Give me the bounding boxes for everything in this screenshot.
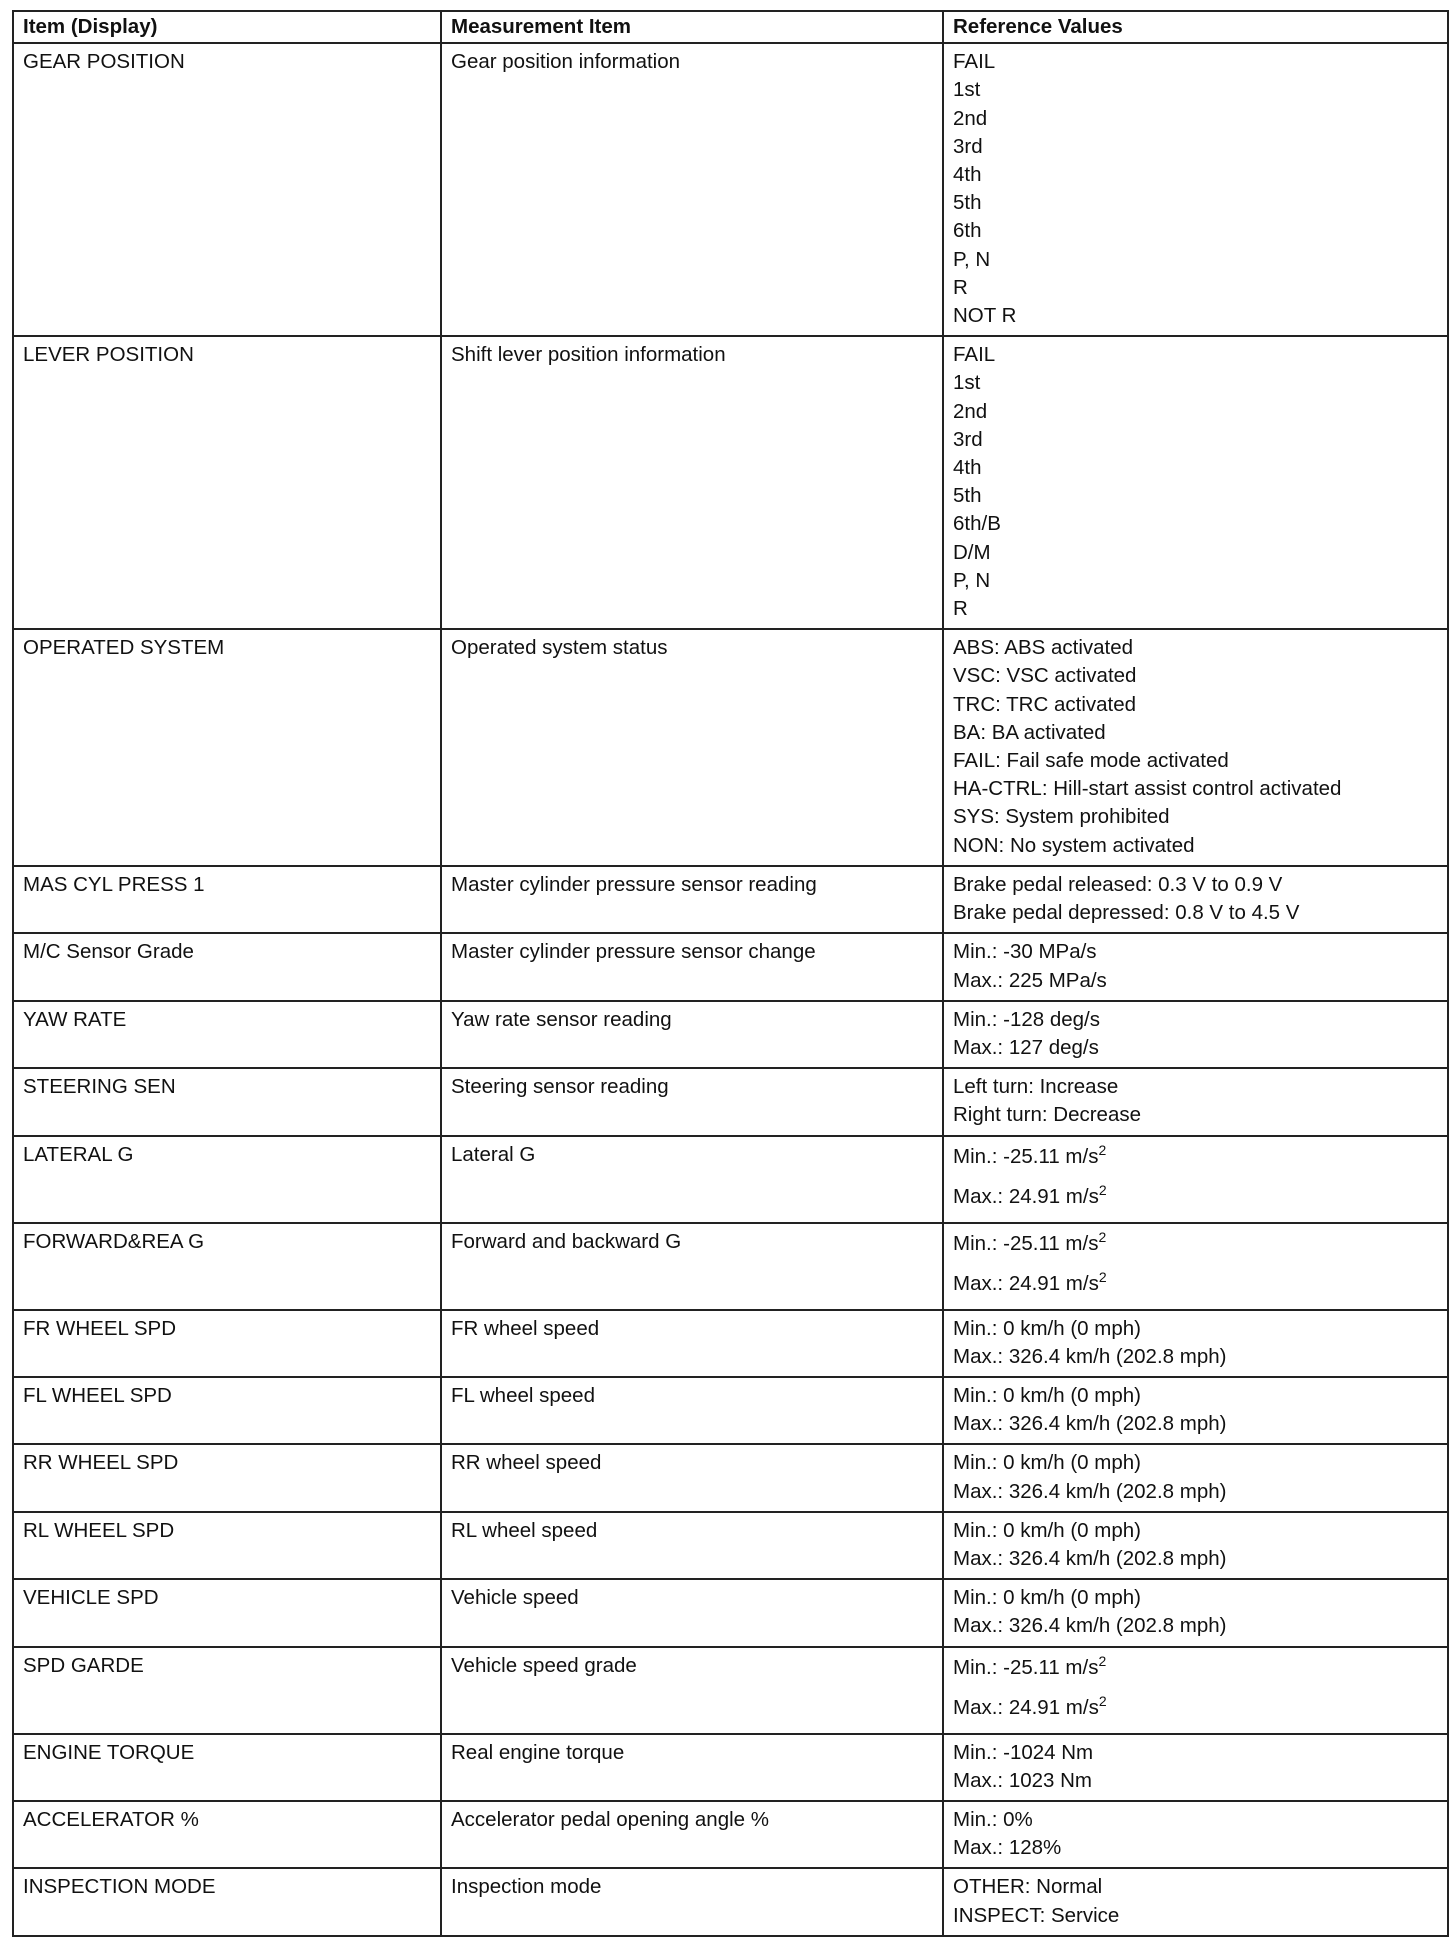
table-row <box>13 1647 1448 1734</box>
cell-reference-values <box>943 336 1448 629</box>
table-row <box>13 866 1448 933</box>
table-row <box>13 1136 1448 1223</box>
reference-value-text: 3rd <box>953 134 983 158</box>
reference-value-text: 6th/B <box>953 512 1001 536</box>
reference-value-text: FAIL <box>953 343 996 367</box>
reference-value-line <box>953 803 1438 831</box>
table-row <box>13 1868 1448 1935</box>
reference-value-line <box>953 1382 1438 1410</box>
cell-item-display: SPD GARDE <box>13 1647 441 1734</box>
cell-reference-values <box>943 1512 1448 1579</box>
cell-item-display: ACCELERATOR % <box>13 1801 441 1868</box>
cell-measurement-item: RR wheel speed <box>441 1444 943 1511</box>
reference-value-line <box>953 454 1438 482</box>
table-row <box>13 1579 1448 1646</box>
reference-value-line <box>953 133 1438 161</box>
reference-value-line <box>953 662 1438 690</box>
cell-item-display: INSPECTION MODE <box>13 1868 441 1935</box>
cell-reference-values <box>943 1579 1448 1646</box>
reference-value-text: Min.: 0 km/h (0 mph) <box>953 1316 1141 1340</box>
cell-reference-values <box>943 1377 1448 1444</box>
cell-measurement-item: Yaw rate sensor reading <box>441 1001 943 1068</box>
cell-reference-values <box>943 1310 1448 1377</box>
reference-value-line <box>953 1873 1438 1901</box>
table-body <box>13 43 1448 1936</box>
reference-value-line <box>953 1006 1438 1034</box>
cell-item-display: FR WHEEL SPD <box>13 1310 441 1377</box>
reference-value-line <box>953 539 1438 567</box>
reference-value-text: Max.: 127 deg/s <box>953 1035 1099 1059</box>
reference-value-text: NON: No system activated <box>953 833 1195 857</box>
reference-value-text: Max.: 24.91 m/s <box>953 1184 1099 1208</box>
table-row <box>13 629 1448 866</box>
table-row <box>13 1310 1448 1377</box>
reference-value-line <box>953 1688 1438 1728</box>
reference-value-line <box>953 48 1438 76</box>
cell-measurement-item: Steering sensor reading <box>441 1068 943 1135</box>
cell-item-display: M/C Sensor Grade <box>13 933 441 1000</box>
reference-value-text: 3rd <box>953 427 983 451</box>
cell-item-display: MAS CYL PRESS 1 <box>13 866 441 933</box>
reference-value-line <box>953 189 1438 217</box>
reference-value-line <box>953 1073 1438 1101</box>
cell-reference-values <box>943 1734 1448 1801</box>
cell-reference-values <box>943 1068 1448 1135</box>
reference-value-text: Brake pedal released: 0.3 V to 0.9 V <box>953 872 1283 896</box>
reference-value-text: VSC: VSC activated <box>953 664 1137 688</box>
reference-value-line <box>953 1101 1438 1129</box>
reference-value-text: 2nd <box>953 399 988 423</box>
unit-superscript: 2 <box>1098 1228 1107 1245</box>
reference-value-line <box>953 274 1438 302</box>
reference-value-line <box>953 1449 1438 1477</box>
cell-measurement-item: RL wheel speed <box>441 1512 943 1579</box>
reference-value-line <box>953 595 1438 623</box>
reference-value-line <box>953 1739 1438 1767</box>
reference-value-line <box>953 832 1438 860</box>
reference-value-text: Max.: 1023 Nm <box>953 1768 1092 1792</box>
reference-value-text: Max.: 225 MPa/s <box>953 968 1107 992</box>
reference-value-text: 4th <box>953 456 982 480</box>
cell-item-display: GEAR POSITION <box>13 43 441 336</box>
reference-value-line <box>953 967 1438 995</box>
reference-value-text: Min.: 0 km/h (0 mph) <box>953 1518 1141 1542</box>
reference-value-line <box>953 1612 1438 1640</box>
reference-value-line <box>953 76 1438 104</box>
reference-value-line <box>953 1517 1438 1545</box>
cell-measurement-item: Master cylinder pressure sensor change <box>441 933 943 1000</box>
reference-value-text: Max.: 326.4 km/h (202.8 mph) <box>953 1479 1227 1503</box>
reference-value-text: Min.: -25.11 m/s <box>953 1655 1099 1679</box>
table-row <box>13 336 1448 629</box>
table-row <box>13 1734 1448 1801</box>
cell-measurement-item: Shift lever position information <box>441 336 943 629</box>
reference-value-text: Max.: 128% <box>953 1836 1062 1860</box>
table-row <box>13 1377 1448 1444</box>
cell-item-display: ENGINE TORQUE <box>13 1734 441 1801</box>
cell-reference-values <box>943 1001 1448 1068</box>
reference-value-line <box>953 1137 1438 1177</box>
reference-value-line <box>953 161 1438 189</box>
reference-value-text: Max.: 326.4 km/h (202.8 mph) <box>953 1412 1227 1436</box>
cell-reference-values <box>943 1801 1448 1868</box>
unit-superscript: 2 <box>1098 1268 1107 1285</box>
cell-reference-values <box>943 1647 1448 1734</box>
cell-item-display: FORWARD&REA G <box>13 1223 441 1310</box>
reference-value-line <box>953 369 1438 397</box>
reference-value-line <box>953 1648 1438 1688</box>
reference-value-text: R <box>953 597 968 621</box>
reference-value-line <box>953 1478 1438 1506</box>
reference-value-line <box>953 246 1438 274</box>
reference-value-line <box>953 426 1438 454</box>
reference-value-text: Min.: -25.11 m/s <box>953 1231 1099 1255</box>
reference-value-line <box>953 1410 1438 1438</box>
cell-reference-values <box>943 1868 1448 1935</box>
reference-value-line <box>953 1545 1438 1573</box>
unit-superscript: 2 <box>1098 1141 1107 1158</box>
reference-value-line <box>953 899 1438 927</box>
reference-value-text: P, N <box>953 247 991 271</box>
reference-value-text: BA: BA activated <box>953 720 1106 744</box>
cell-item-display: OPERATED SYSTEM <box>13 629 441 866</box>
cell-item-display: LEVER POSITION <box>13 336 441 629</box>
reference-value-text: 2nd <box>953 106 988 130</box>
cell-measurement-item: Inspection mode <box>441 1868 943 1935</box>
cell-reference-values <box>943 933 1448 1000</box>
reference-value-line <box>953 341 1438 369</box>
reference-value-line <box>953 1806 1438 1834</box>
reference-value-text: Max.: 24.91 m/s <box>953 1271 1099 1295</box>
reference-value-text: Min.: 0 km/h (0 mph) <box>953 1586 1141 1610</box>
reference-value-line <box>953 747 1438 775</box>
reference-value-text: NOT R <box>953 304 1017 328</box>
cell-reference-values <box>943 629 1448 866</box>
reference-value-text: Min.: -30 MPa/s <box>953 940 1097 964</box>
header-reference-values: Reference Values <box>943 11 1448 43</box>
reference-value-text: Min.: -128 deg/s <box>953 1007 1100 1031</box>
cell-measurement-item: Operated system status <box>441 629 943 866</box>
table-row <box>13 1512 1448 1579</box>
reference-value-line <box>953 510 1438 538</box>
reference-value-text: R <box>953 275 968 299</box>
reference-value-text: INSPECT: Service <box>953 1903 1120 1927</box>
reference-value-line <box>953 398 1438 426</box>
reference-value-text: D/M <box>953 540 991 564</box>
reference-value-text: TRC: TRC activated <box>953 692 1137 716</box>
table-row <box>13 1068 1448 1135</box>
cell-item-display: RL WHEEL SPD <box>13 1512 441 1579</box>
cell-measurement-item: Vehicle speed <box>441 1579 943 1646</box>
reference-value-line <box>953 719 1438 747</box>
reference-value-text: Min.: 0 km/h (0 mph) <box>953 1383 1141 1407</box>
reference-value-line <box>953 1767 1438 1795</box>
reference-value-line <box>953 634 1438 662</box>
reference-value-text: Brake pedal depressed: 0.8 V to 4.5 V <box>953 901 1300 925</box>
reference-value-line <box>953 1834 1438 1862</box>
cell-measurement-item: Master cylinder pressure sensor reading <box>441 866 943 933</box>
reference-value-text: FAIL <box>953 50 996 74</box>
reference-value-line <box>953 1584 1438 1612</box>
reference-value-line <box>953 1224 1438 1264</box>
unit-superscript: 2 <box>1098 1181 1107 1198</box>
reference-value-line <box>953 302 1438 330</box>
reference-value-text: 4th <box>953 163 982 187</box>
reference-value-text: 6th <box>953 219 982 243</box>
reference-value-text: Right turn: Decrease <box>953 1103 1142 1127</box>
reference-value-line <box>953 775 1438 803</box>
reference-value-text: Left turn: Increase <box>953 1075 1119 1099</box>
table-row <box>13 933 1448 1000</box>
cell-reference-values <box>943 1444 1448 1511</box>
cell-item-display: STEERING SEN <box>13 1068 441 1135</box>
reference-value-text: 5th <box>953 191 982 215</box>
header-measurement-item: Measurement Item <box>441 11 943 43</box>
reference-value-text: 5th <box>953 484 982 508</box>
table-row <box>13 1444 1448 1511</box>
cell-measurement-item: Vehicle speed grade <box>441 1647 943 1734</box>
reference-table <box>12 10 1449 1937</box>
cell-measurement-item: Gear position information <box>441 43 943 336</box>
reference-value-text: Max.: 326.4 km/h (202.8 mph) <box>953 1546 1227 1570</box>
reference-value-text: FAIL: Fail safe mode activated <box>953 749 1229 773</box>
cell-item-display: RR WHEEL SPD <box>13 1444 441 1511</box>
cell-reference-values <box>943 866 1448 933</box>
reference-value-text: Max.: 24.91 m/s <box>953 1695 1099 1719</box>
cell-measurement-item: Real engine torque <box>441 1734 943 1801</box>
cell-reference-values <box>943 43 1448 336</box>
cell-measurement-item: Lateral G <box>441 1136 943 1223</box>
cell-measurement-item: Forward and backward G <box>441 1223 943 1310</box>
reference-value-line <box>953 1177 1438 1217</box>
table-row <box>13 43 1448 336</box>
reference-value-line <box>953 1343 1438 1371</box>
reference-value-text: Min.: 0 km/h (0 mph) <box>953 1451 1141 1475</box>
reference-value-text: Min.: -25.11 m/s <box>953 1144 1099 1168</box>
reference-value-text: SYS: System prohibited <box>953 805 1170 829</box>
reference-value-text: Max.: 326.4 km/h (202.8 mph) <box>953 1614 1227 1638</box>
cell-item-display: YAW RATE <box>13 1001 441 1068</box>
reference-value-text: Min.: -1024 Nm <box>953 1740 1094 1764</box>
reference-value-line <box>953 105 1438 133</box>
unit-superscript: 2 <box>1098 1652 1107 1669</box>
cell-measurement-item: FL wheel speed <box>441 1377 943 1444</box>
reference-value-text: P, N <box>953 568 991 592</box>
cell-item-display: LATERAL G <box>13 1136 441 1223</box>
table-header-row <box>13 11 1448 43</box>
cell-item-display: FL WHEEL SPD <box>13 1377 441 1444</box>
reference-value-text: 1st <box>953 371 981 395</box>
reference-value-text: ABS: ABS activated <box>953 636 1134 660</box>
table-row <box>13 1223 1448 1310</box>
cell-reference-values <box>943 1136 1448 1223</box>
cell-reference-values <box>943 1223 1448 1310</box>
header-item-display: Item (Display) <box>13 11 441 43</box>
cell-item-display: VEHICLE SPD <box>13 1579 441 1646</box>
reference-value-line <box>953 1034 1438 1062</box>
reference-value-line <box>953 482 1438 510</box>
reference-value-line <box>953 1902 1438 1930</box>
reference-value-line <box>953 1264 1438 1304</box>
reference-value-text: Min.: 0% <box>953 1807 1033 1831</box>
reference-value-line <box>953 567 1438 595</box>
reference-value-line <box>953 871 1438 899</box>
reference-value-text: OTHER: Normal <box>953 1875 1103 1899</box>
unit-superscript: 2 <box>1098 1692 1107 1709</box>
reference-value-line <box>953 1315 1438 1343</box>
reference-value-line <box>953 938 1438 966</box>
reference-value-text: 1st <box>953 78 981 102</box>
reference-value-line <box>953 217 1438 245</box>
table-row <box>13 1001 1448 1068</box>
reference-value-text: Max.: 326.4 km/h (202.8 mph) <box>953 1344 1227 1368</box>
table-row <box>13 1801 1448 1868</box>
reference-value-line <box>953 691 1438 719</box>
cell-measurement-item: Accelerator pedal opening angle % <box>441 1801 943 1868</box>
reference-value-text: HA-CTRL: Hill-start assist control activated <box>953 777 1342 801</box>
cell-measurement-item: FR wheel speed <box>441 1310 943 1377</box>
